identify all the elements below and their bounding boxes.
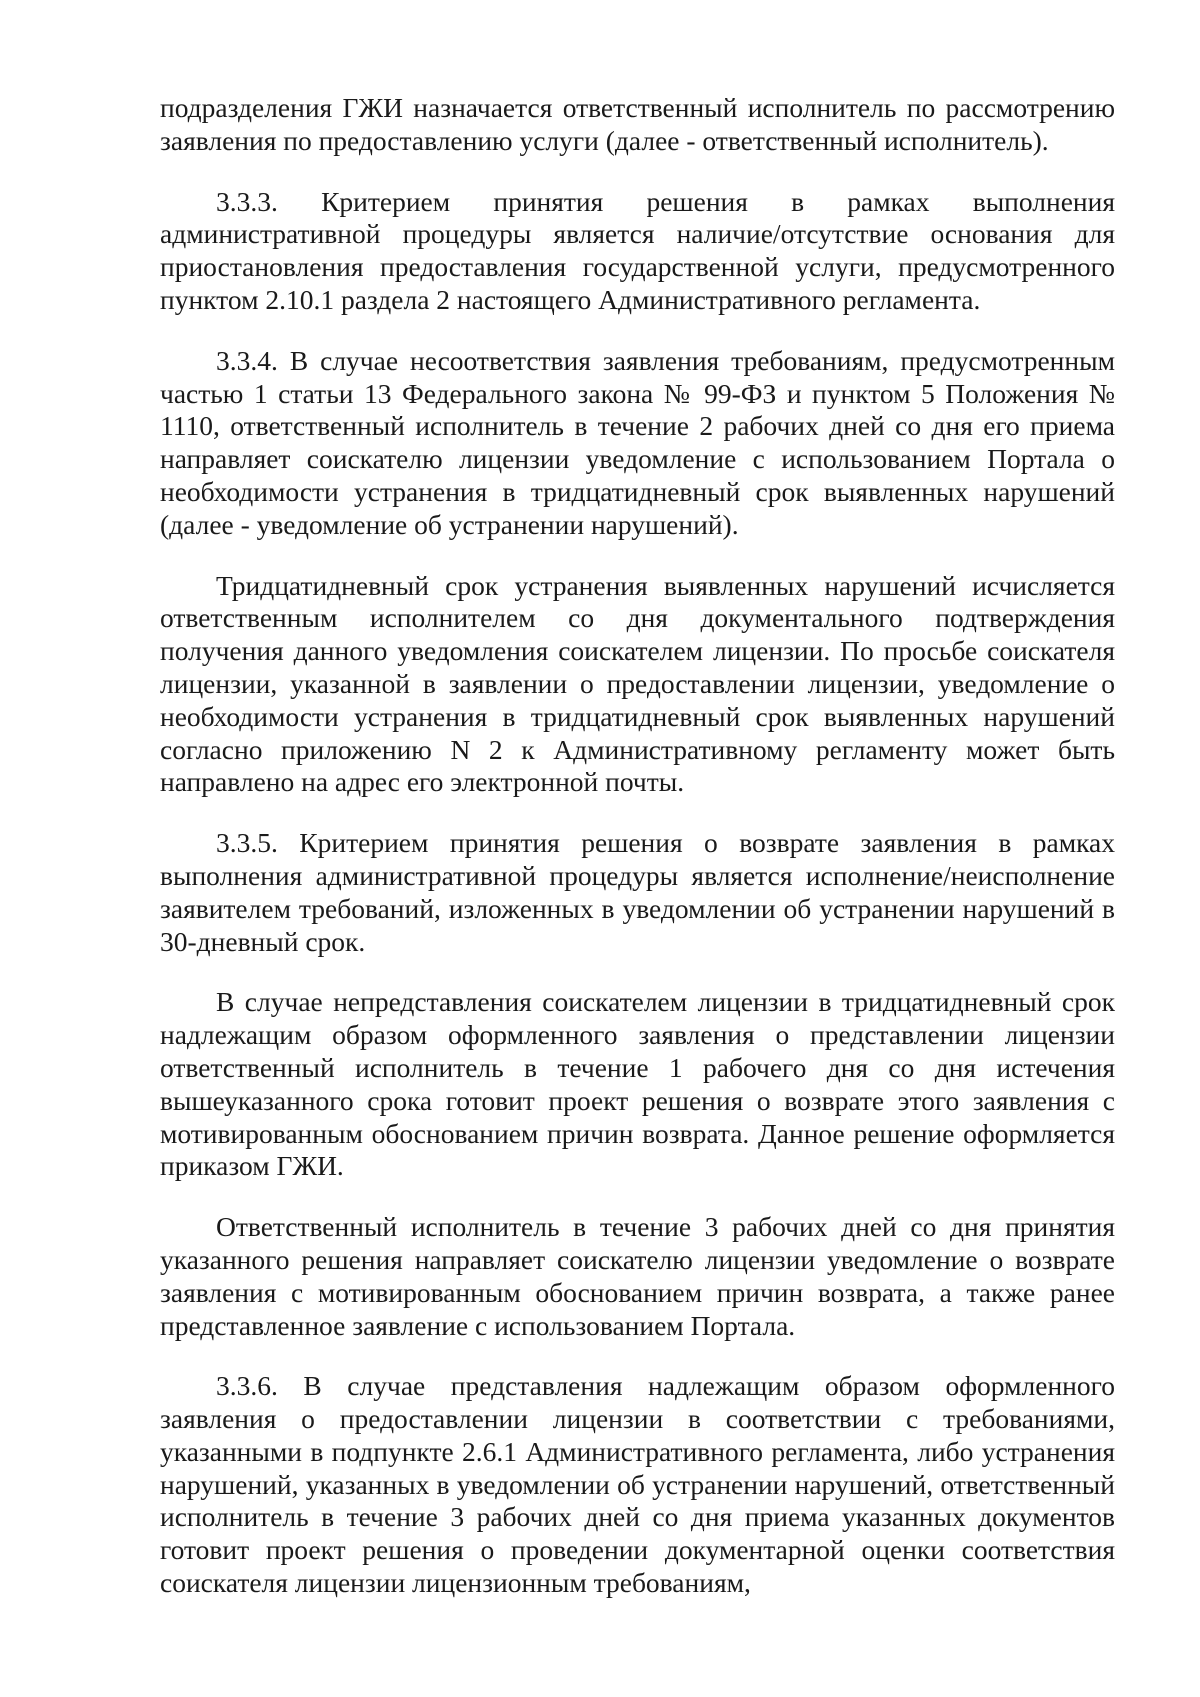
paragraph-thirty-day-term: Тридцатидневный срок устранения выявленных нарушений исчисляется ответственным исполнителем со дня документального подтверждения получения данного уведомления соискателем лицензии. По просьбе соискателя лицензии, указанной в заявлении о предоставлении лицензии, уведомление о необходимости устранения в тридцатидневный срок выявленных нарушений согласно приложению N 2 к Административному регламенту может быть направлено на адрес его электронной почты. xyxy=(160,569,1115,798)
paragraph-3-3-5: 3.3.5. Критерием принятия решения о возврате заявления в рамках выполнения административной процедуры является исполнение/неисполнение заявителем требований, изложенных в уведомлении об устранении нарушений в 30-дневный срок. xyxy=(160,827,1115,957)
paragraph-continuation: подразделения ГЖИ назначается ответственный исполнитель по рассмотрению заявления по предоставлению услуги (далее - ответственный исполнитель). xyxy=(160,92,1115,156)
paragraph-3-3-6: 3.3.6. В случае представления надлежащим образом оформленного заявления о предоставлении лицензии в соответствии с требованиями, указанными в подпункте 2.6.1 Административного регламента, либо устранения нарушений, указанных в уведомлении об устранении нарушений, ответственный исполнитель в течение 3 рабочих дней со дня приема указанных документов готовит проект решения о проведении документарной оценки соответствия соискателя лицензии лицензионным требованиям, xyxy=(160,1370,1115,1599)
paragraph-3-3-4: 3.3.4. В случае несоответствия заявления требованиям, предусмотренным частью 1 статьи 13 Федерального закона № 99-ФЗ и пунктом 5 Положения № 1110, ответственный исполнитель в течение 2 рабочих дней со дня его приема направляет соискателю лицензии уведомление с использованием Портала о необходимости устранения в тридцатидневный срок выявленных нарушений (далее - уведомление об устранении нарушений). xyxy=(160,344,1115,540)
paragraph-return-notice: Ответственный исполнитель в течение 3 рабочих дней со дня принятия указанного решения направляет соискателю лицензии уведомление о возврате заявления с мотивированным обоснованием причин возврата, а также ранее представленное заявление с использованием Портала. xyxy=(160,1211,1115,1341)
document-page xyxy=(160,92,1115,1600)
paragraph-3-3-3: 3.3.3. Критерием принятия решения в рамках выполнения административной процедуры является наличие/отсутствие основания для приостановления предоставления государственной услуги, предусмотренного пунктом 2.10.1 раздела 2 настоящего Административного регламента. xyxy=(160,185,1115,315)
paragraph-non-submission: В случае непредставления соискателем лицензии в тридцатидневный срок надлежащим образом оформленного заявления о представлении лицензии ответственный исполнитель в течение 1 рабочего дня со дня истечения вышеуказанного срока готовит проект решения о возврате этого заявления с мотивированным обоснованием причин возврата. Данное решение оформляется приказом ГЖИ. xyxy=(160,986,1115,1182)
